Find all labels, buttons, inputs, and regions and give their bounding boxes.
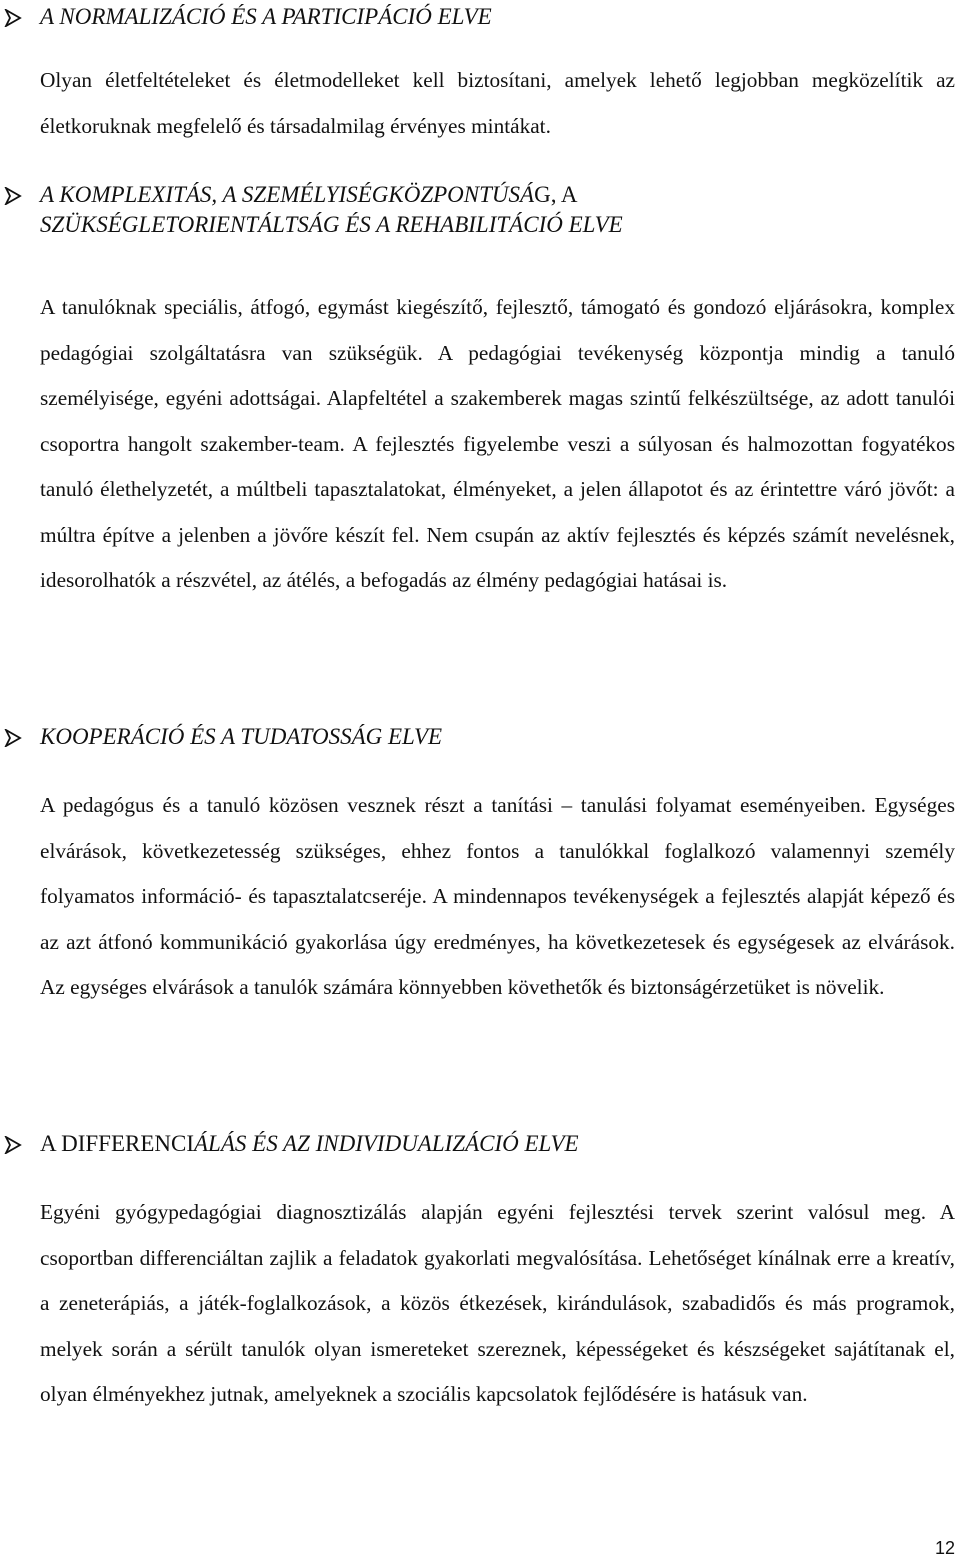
heading-line-italic: ÁLÁS ÉS AZ INDIVIDUALIZÁCIÓ ELVE bbox=[194, 1131, 579, 1156]
heading-line-roman: G, A bbox=[534, 182, 578, 207]
page-number: 12 bbox=[934, 1538, 955, 1558]
section-paragraph: A tanulóknak speciális, átfogó, egymást kiegészítő, fejlesztő, támogató és gondozó eljárásokra, komplex pedagógiai szolgáltatásra van szükségük. A pedagógiai tevékenység központja mindig a tanuló személyisége, egyéni adottságai. Alapfeltétel a szakemberek magas szintű felkészültsége, az adott tanulói csoportra hangolt szakember-team. A fejlesztés figyelembe veszi a súlyosan és halmozottan fogyatékos tanuló élethelyzetét, a múltbeli tapasztalatokat, élményeket, a jelen állapotot és az érintettre váró jövőt: a múltra építve a jelenben a jövőre készít fel. Nem csupán az aktív fejlesztés és képzés számít nevelésnek, idesorolhatók a részvétel, az átélés, a befogadás az élmény pedagógiai hatásai is. bbox=[40, 295, 955, 592]
section-heading-text bbox=[40, 180, 952, 240]
section-paragraph: A pedagógus és a tanuló közösen vesznek részt a tanítási – tanulási folyamat eseményeiben. Egységes elvárások, következetesség szükséges, ehhez fontos a tanulókkal foglalkozó valamennyi személy folyamatos információ- és tapasztalatcseréje. A mindennapos tevékenységek a fejlesztés alapját képező és az azt átfonó kommunikáció gyakorlása úgy eredményes, ha következetesek és egységesek az elvárások. Az egységes elvárások a tanulók számára könnyebben követhetők és biztonságérzetüket is növelik. bbox=[40, 793, 955, 999]
heading-line-italic: A KOMPLEXITÁS, A SZEMÉLYISÉGKÖZPONTÚSÁ bbox=[40, 182, 535, 207]
section-paragraph: Olyan életfeltételeket és életmodelleket kell biztosítani, amelyek lehető legjobban megközelítik az életkoruknak megfelelő és társadalmilag érvényes mintákat. bbox=[40, 68, 955, 138]
arrow-bullet-icon bbox=[4, 180, 24, 210]
arrow-bullet-icon bbox=[4, 1129, 24, 1159]
heading-line-2: SZÜKSÉGLETORIENTÁLTSÁG ÉS A REHABILITÁCIÓ ELVE bbox=[40, 212, 623, 237]
section-heading-text: KOOPERÁCIÓ ÉS A TUDATOSSÁG ELVE bbox=[40, 724, 443, 749]
section-heading-text: A NORMALIZÁCIÓ ÉS A PARTICIPÁCIÓ ELVE bbox=[40, 4, 492, 29]
section-heading-complexity bbox=[0, 180, 960, 244]
arrow-bullet-icon bbox=[4, 722, 24, 752]
heading-line-roman: A DIFFERENCI bbox=[40, 1131, 194, 1156]
section-paragraph: Egyéni gyógypedagógiai diagnosztizálás alapján egyéni fejlesztési tervek szerint valósul meg. A csoportban differenciáltan zajlik a feladatok gyakorlati megvalósítása. Lehetőséget kínálnak erre a kreatív, a zeneterápiás, a játék-foglalkozások, a közös étkezések, kirándulások, szabadidős és más programok, melyek során a sérült tanulók olyan ismereteket szereznek, képességeket és készségeket sajátítanak el, olyan élményekhez jutnak, amelyeknek a szociális kapcsolatok fejlődésére is hatásuk van. bbox=[40, 1200, 955, 1406]
section-heading-text bbox=[40, 1129, 952, 1159]
arrow-bullet-icon bbox=[4, 2, 24, 32]
